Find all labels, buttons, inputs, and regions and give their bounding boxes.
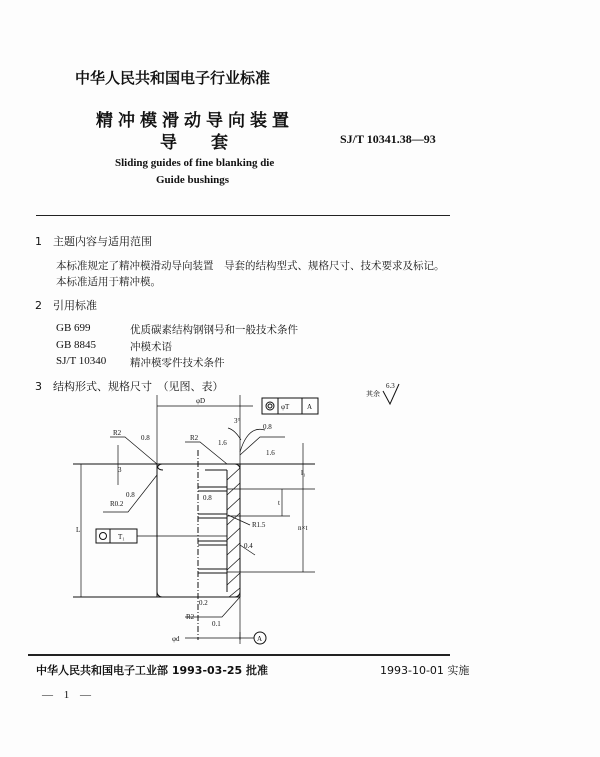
section-1-para-2: 本标准适用于精冲模。 <box>56 276 161 288</box>
label-ra: 1.6 <box>218 439 227 447</box>
label-dim-t: t <box>278 499 280 507</box>
cylindricity-icon <box>100 533 107 540</box>
part-outline <box>73 464 315 597</box>
section-1-heading: 1 主题内容与适用范围 <box>35 235 152 248</box>
label-r2: R2 <box>190 434 199 442</box>
label-dim-L: L <box>76 526 81 534</box>
label-r1.5: R1.5 <box>252 521 266 529</box>
effective-date: 1993-10-01 实施 <box>380 664 470 677</box>
section-3-heading: 3 结构形式、规格尺寸 （见图、表） <box>35 380 224 393</box>
doc-title: 精冲模滑动导向装置 <box>96 111 294 131</box>
label-ra: 0.2 <box>199 599 208 607</box>
label-ra: 0.8 <box>126 491 135 499</box>
label-r0.2: R0.2 <box>110 500 124 508</box>
svg-text:T₁: T₁ <box>118 533 125 541</box>
svg-text:φT: φT <box>281 403 290 411</box>
footer-divider <box>28 654 450 656</box>
page-number: — 1 — <box>42 689 91 701</box>
ref-title: 精冲模零件技术条件 <box>130 357 225 369</box>
label-phi-d: φd <box>172 635 180 643</box>
label-angle: 3° <box>234 417 241 425</box>
label-ra: 0.8 <box>203 494 212 502</box>
section-1-para-1: 本标准规定了精冲模滑动导向装置 导套的结构型式、规格尺寸、技术要求及标记。 <box>56 260 445 272</box>
ref-title: 冲模术语 <box>130 341 172 353</box>
section-2-heading: 2 引用标准 <box>35 299 97 312</box>
label-ra: 0.1 <box>212 620 221 628</box>
label-r2: R2 <box>186 613 195 621</box>
label-dim-3: 3 <box>118 466 122 474</box>
rest-roughness-value: 6.3 <box>386 382 395 390</box>
english-title: Sliding guides of fine blanking die <box>115 157 275 169</box>
dim-phi-D: φD <box>196 397 206 405</box>
standard-code: SJ/T 10341.38—93 <box>340 132 436 146</box>
svg-text:A: A <box>307 403 313 411</box>
ref-code: SJ/T 10340 <box>56 355 107 367</box>
rest-roughness-label: 其余 <box>366 390 380 398</box>
english-subtitle: Guide bushings <box>156 174 230 186</box>
datum-a-label: A <box>257 635 263 643</box>
concentricity-icon <box>266 402 274 410</box>
label-dim-nxt: n×t <box>298 524 308 532</box>
label-ra: 0.8 <box>141 434 150 442</box>
ref-code: GB 8845 <box>56 339 97 351</box>
org-standard-title: 中华人民共和国电子行业标准 <box>75 69 271 87</box>
approval-info: 中华人民共和国电子工业部 1993-03-25 批准 <box>36 664 269 677</box>
label-ra: 1.6 <box>266 449 275 457</box>
section-hatch <box>227 468 240 597</box>
feature-control-frame <box>262 398 318 414</box>
label-r2: R2 <box>113 429 122 437</box>
label-ra: 0.8 <box>263 423 272 431</box>
ref-title: 优质碳素结构钢钢号和一般技术条件 <box>130 324 298 336</box>
ref-code: GB 699 <box>56 322 91 334</box>
doc-subtitle: 导 套 <box>160 133 228 153</box>
label-dim-l1: l₁ <box>301 469 306 477</box>
label-ra: 0.4 <box>244 542 253 550</box>
